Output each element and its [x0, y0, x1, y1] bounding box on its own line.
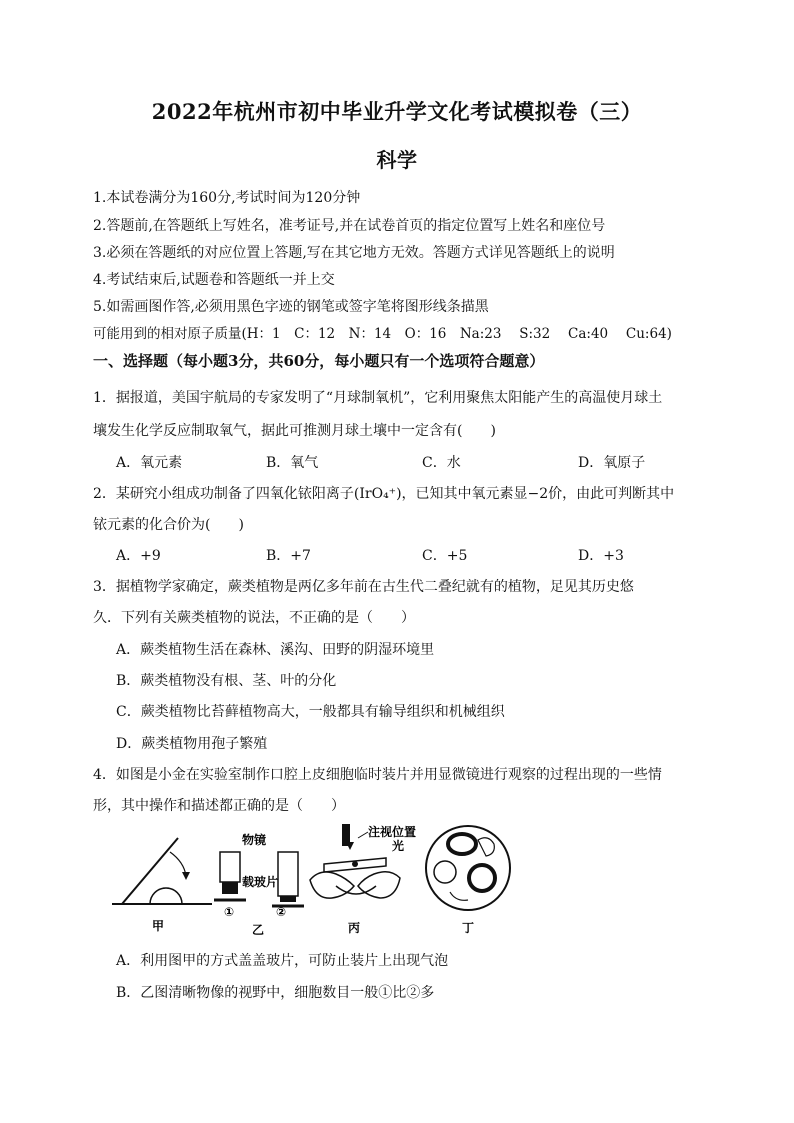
q4-stem-line2: 形，其中操作和描述都正确的是（ ） [93, 798, 345, 814]
q1-option-c: C．水 [422, 455, 461, 471]
q3-option-c: C．蕨类植物比苔藓植物高大，一般都具有输导组织和机械组织 [116, 704, 505, 720]
label-slide: 载玻片 [242, 875, 279, 889]
q4-stem-line1: 4．如图是小金在实验室制作口腔上皮细胞临时装片并用显微镜进行观察的过程出现的一些情 [93, 767, 662, 783]
figure-bing [310, 824, 416, 935]
instruction-5: 5.如需画图作答,必须用黑色字迹的钢笔或签字笔将图形线条描黑 [93, 299, 489, 315]
subject-title: 科学 [376, 148, 418, 172]
q1-stem-line2: 壤发生化学反应制取氧气，据此可推测月球土壤中一定含有( ) [93, 423, 496, 439]
q3-option-b: B．蕨类植物没有根、茎、叶的分化 [116, 673, 337, 689]
label-objective: 物镜 [242, 833, 267, 847]
q1-option-d: D．氧原子 [578, 455, 646, 471]
q1-option-b: B．氧气 [266, 455, 319, 471]
q2-option-c: C．+5 [422, 548, 468, 564]
q2-option-d: D．+3 [578, 548, 624, 564]
q2-option-b: B．+7 [266, 548, 311, 564]
label-yi: 乙 [252, 923, 265, 937]
exam-title: 2022年杭州市初中毕业升学文化考试模拟卷（三） [151, 99, 643, 124]
label-watch-position: 注视位置 [368, 825, 417, 839]
label-ding: 丁 [462, 921, 475, 935]
instruction-1: 1.本试卷满分为160分,考试时间为120分钟 [93, 190, 361, 206]
instruction-4: 4.考试结束后,试题卷和答题纸一并上交 [93, 272, 335, 288]
q3-stem-line1: 3．据植物学家确定，蕨类植物是两亿多年前在古生代二叠纪就有的植物，足见其历史悠 [93, 579, 634, 595]
microscope-figure [110, 822, 530, 942]
label-circle-1: ① [224, 905, 235, 919]
q1-option-a: A．氧元素 [116, 455, 183, 471]
label-light: 光 [392, 839, 405, 853]
figure-yi [214, 832, 304, 937]
q3-option-d: D．蕨类植物用孢子繁殖 [116, 736, 268, 752]
figure-ding [426, 826, 510, 935]
label-jia: 甲 [152, 919, 165, 933]
q2-stem-line1: 2．某研究小组成功制备了四氧化铱阳离子(IrO₄⁺)，已知其中氧元素显−2价，由此可判断其中 [93, 486, 675, 502]
figure-jia [112, 838, 212, 933]
atomic-mass-note: 可能用到的相对原子质量(H：1 C：12 N：14 O：16 Na:23 S:32 Ca:40 Cu:64) [93, 326, 672, 342]
q3-stem-line2: 久．下列有关蕨类植物的说法，不正确的是（ ） [93, 610, 415, 626]
instruction-3: 3.必须在答题纸的对应位置上答题,写在其它地方无效。答题方式详见答题纸上的说明 [93, 245, 615, 261]
q3-option-a: A．蕨类植物生活在森林、溪沟、田野的阴湿环境里 [116, 642, 435, 658]
q4-option-b: B．乙图清晰物像的视野中，细胞数目一般①比②多 [116, 985, 435, 1001]
label-bing: 丙 [348, 921, 361, 935]
instruction-2: 2.答题前,在答题纸上写姓名，准考证号,并在试卷首页的指定位置写上姓名和座位号 [93, 218, 606, 234]
q4-option-a: A．利用图甲的方式盖盖玻片，可防止装片上出现气泡 [116, 953, 449, 969]
q2-stem-line2: 铱元素的化合价为( ) [93, 517, 244, 533]
section-heading: 一、选择题（每小题3分，共60分，每小题只有一个选项符合题意） [93, 352, 545, 370]
label-circle-2: ② [276, 905, 287, 919]
q2-option-a: A．+9 [116, 548, 161, 564]
q1-stem-line1: 1．据报道，美国宇航局的专家发明了“月球制氧机”，它利用聚焦太阳能产生的高温使月球土 [93, 390, 663, 406]
